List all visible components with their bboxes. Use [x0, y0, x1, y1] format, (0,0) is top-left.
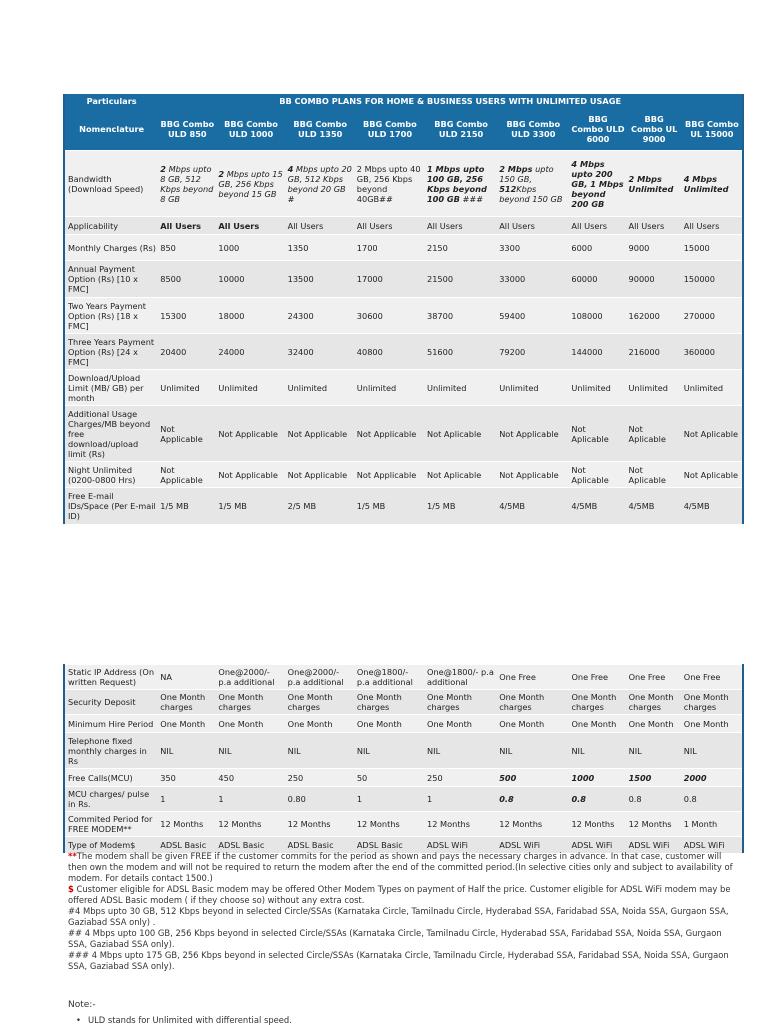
table-cell: Not Applicable — [286, 406, 355, 462]
table-cell: 20400 — [158, 334, 216, 370]
table-cell: Not Aplicable — [569, 406, 626, 462]
table-cell: Not Aplicable — [682, 406, 743, 462]
table-cell: 250 — [425, 769, 497, 787]
table-cell: 38700 — [425, 298, 497, 334]
table-cell: 4 Mbps upto 20 GB, 512 Kbps beyond 20 GB # — [286, 151, 355, 217]
table-cell: Not Applicable — [355, 406, 425, 462]
plan-header: BBG Combo UL 15000 — [682, 108, 743, 151]
table-cell: 2150 — [425, 235, 497, 261]
table-cell: NIL — [497, 733, 569, 769]
table-cell: 9000 — [627, 235, 682, 261]
table-cell: Unlimited — [627, 370, 682, 406]
table-cell: 50 — [355, 769, 425, 787]
plans-heading: BB COMBO PLANS FOR HOME & BUSINESS USERS WITH UNLIMITED USAGE — [158, 94, 743, 108]
plan-header: BBG Combo ULD 1700 — [355, 108, 425, 151]
plan-header: BBG Combo ULD 3300 — [497, 108, 569, 151]
table-cell: ADSL WiFi — [497, 837, 569, 853]
table-row — [64, 370, 743, 406]
table-row — [64, 334, 743, 370]
table-row — [64, 690, 743, 715]
row-label: Three Years Payment Option (Rs) [24 x FMC] — [64, 334, 158, 370]
plan-header: BBG Combo UL 9000 — [627, 108, 682, 151]
table-cell: 24300 — [286, 298, 355, 334]
plans-table — [63, 94, 744, 524]
table-cell: One Month — [569, 715, 626, 733]
table-cell: 1500 — [627, 769, 682, 787]
table-row — [64, 298, 743, 334]
table-cell: 12 Months — [569, 812, 626, 837]
table-cell: All Users — [627, 217, 682, 235]
table-cell: 40800 — [355, 334, 425, 370]
table-cell: Not Aplicable — [569, 462, 626, 488]
table-cell: Unlimited — [355, 370, 425, 406]
row-label: Free Calls(MCU) — [64, 769, 158, 787]
modem-footnote: **The modem shall be given FREE if the customer commits for the period as shown and pays the necessary charges in advance. In that case, customer will then own the modem and will not be required to return the modem after the end of the committed period.(In selective cities only and subject to availability of modem. For details contact 1500.) — [68, 851, 733, 883]
table-cell: 250 — [286, 769, 355, 787]
table-cell: One Month charges — [627, 690, 682, 715]
table-cell: ADSL WiFi — [682, 837, 743, 853]
table-cell: 12 Months — [497, 812, 569, 837]
table-cell: ADSL WiFi — [425, 837, 497, 853]
table-cell: One Month charges — [158, 690, 216, 715]
table-cell: 12 Months — [425, 812, 497, 837]
table-cell: One Month charges — [355, 690, 425, 715]
table-cell: One@2000/- p.a additional — [216, 665, 285, 690]
table-cell: 2/5 MB — [286, 488, 355, 524]
table-cell: One Month charges — [286, 690, 355, 715]
table-cell: 12 Months — [216, 812, 285, 837]
table-cell: 2000 — [682, 769, 743, 787]
table-cell: One Month charges — [216, 690, 285, 715]
table-cell: All Users — [158, 217, 216, 235]
table-cell: One Month — [355, 715, 425, 733]
table-cell: Not Applicable — [216, 462, 285, 488]
table-cell: All Users — [216, 217, 285, 235]
table-row — [64, 733, 743, 769]
note-item: • ULD stands for Unlimited with differential speed. — [88, 1015, 292, 1025]
row-label: Free E-mail IDs/Space (Per E-mail ID) — [64, 488, 158, 524]
table-cell: 59400 — [497, 298, 569, 334]
plan-header: BBG Combo ULD 850 — [158, 108, 216, 151]
table-cell: ADSL Basic — [286, 837, 355, 853]
table-cell: One@2000/- p.a additional — [286, 665, 355, 690]
table-cell: ADSL Basic — [355, 837, 425, 853]
row-label: Bandwidth (Download Speed) — [64, 151, 158, 217]
table-cell: One Month charges — [425, 690, 497, 715]
table-cell: Not Applicable — [216, 406, 285, 462]
table-cell: 3300 — [497, 235, 569, 261]
plans-table-continued — [63, 664, 744, 853]
table-cell: 32400 — [286, 334, 355, 370]
table-cell: 1/5 MB — [355, 488, 425, 524]
table-cell: 450 — [216, 769, 285, 787]
table-cell: NIL — [158, 733, 216, 769]
particulars-header: Particulars — [64, 94, 158, 108]
table-cell: 8500 — [158, 261, 216, 298]
table-cell: 0.8 — [497, 787, 569, 812]
table-cell: 79200 — [497, 334, 569, 370]
table-cell: 1/5 MB — [216, 488, 285, 524]
table-cell: 60000 — [569, 261, 626, 298]
table-cell: 21500 — [425, 261, 497, 298]
table-cell: ADSL WiFi — [627, 837, 682, 853]
plan-header: BBG Combo ULD 1350 — [286, 108, 355, 151]
table-row — [64, 488, 743, 524]
table-cell: 10000 — [216, 261, 285, 298]
table-row — [64, 406, 743, 462]
table-row — [64, 665, 743, 690]
table-cell: 270000 — [682, 298, 743, 334]
table-cell: NA — [158, 665, 216, 690]
table-cell: One Month — [286, 715, 355, 733]
table-cell: NIL — [627, 733, 682, 769]
table-row — [64, 261, 743, 298]
table-cell: NIL — [216, 733, 285, 769]
table-cell: 17000 — [355, 261, 425, 298]
table-row — [64, 769, 743, 787]
table-row — [64, 715, 743, 733]
table-cell: Unlimited — [286, 370, 355, 406]
table-cell: 4 Mbps upto 200 GB, 1 Mbps beyond 200 GB — [569, 151, 626, 217]
table-cell: All Users — [425, 217, 497, 235]
table-cell: 360000 — [682, 334, 743, 370]
table-cell: All Users — [286, 217, 355, 235]
row-label: Static IP Address (On written Request) — [64, 665, 158, 690]
table-cell: 12 Months — [627, 812, 682, 837]
table-cell: 15000 — [682, 235, 743, 261]
table-cell: Unlimited — [569, 370, 626, 406]
nomenclature-header: Nomenclature — [64, 108, 158, 151]
table-cell: 15300 — [158, 298, 216, 334]
table-cell: 1 — [355, 787, 425, 812]
table-cell: One Free — [682, 665, 743, 690]
table-cell: 1/5 MB — [158, 488, 216, 524]
table-cell: ADSL Basic — [216, 837, 285, 853]
table-row — [64, 462, 743, 488]
row-label: MCU charges/ pulse in Rs. — [64, 787, 158, 812]
table-cell: One Month — [425, 715, 497, 733]
table-cell: 850 — [158, 235, 216, 261]
table-cell: 1 — [158, 787, 216, 812]
table-cell: 4/5MB — [497, 488, 569, 524]
table-cell: Not Applicable — [158, 406, 216, 462]
table-cell: All Users — [355, 217, 425, 235]
table-cell: 33000 — [497, 261, 569, 298]
row-label: Additional Usage Charges/MB beyond free download/upload limit (Rs) — [64, 406, 158, 462]
table-cell: One@1800/- p.a additional — [425, 665, 497, 690]
table-cell: Not Applicable — [497, 406, 569, 462]
table-cell: 12 Months — [286, 812, 355, 837]
hash-footnote-3: ### 4 Mbps upto 175 GB, 256 Kbps beyond in selected Circle/SSAs (Karnataka Circle, Tamilnadu Circle, Hyderabad SSA, Faridabad SSA, Noida SSA, Gurgaon SSA, Gaziabad SSA only). — [68, 950, 729, 971]
footnotes — [68, 851, 738, 972]
table-cell: 12 Months — [158, 812, 216, 837]
table-cell: All Users — [497, 217, 569, 235]
table-cell: One Month charges — [569, 690, 626, 715]
table-cell: One Month — [627, 715, 682, 733]
table-cell: 1700 — [355, 235, 425, 261]
table-cell: 13500 — [286, 261, 355, 298]
table-row — [64, 812, 743, 837]
table-row — [64, 787, 743, 812]
table-cell: 150000 — [682, 261, 743, 298]
table-cell: 0.8 — [682, 787, 743, 812]
row-label: Applicability — [64, 217, 158, 235]
row-label: Commited Period for FREE MODEM** — [64, 812, 158, 837]
table-cell: Not Aplicable — [627, 406, 682, 462]
table-row — [64, 217, 743, 235]
table-cell: Unlimited — [425, 370, 497, 406]
row-label: Two Years Payment Option (Rs) [18 x FMC] — [64, 298, 158, 334]
table-cell: NIL — [286, 733, 355, 769]
table-cell: 12 Months — [355, 812, 425, 837]
table-cell: NIL — [569, 733, 626, 769]
table-cell: NIL — [682, 733, 743, 769]
table-cell: One Month — [216, 715, 285, 733]
plan-header: BBG Combo ULD 2150 — [425, 108, 497, 151]
table-cell: Unlimited — [497, 370, 569, 406]
row-label: Minimum Hire Period — [64, 715, 158, 733]
table-cell: 1 Mbps upto 100 GB, 256 Kbps beyond 100 GB ### — [425, 151, 497, 217]
row-label: Night Unlimited (0200-0800 Hrs) — [64, 462, 158, 488]
table-cell: 4/5MB — [682, 488, 743, 524]
table-cell: NIL — [355, 733, 425, 769]
table-cell: Not Applicable — [286, 462, 355, 488]
table-cell: 0.8 — [569, 787, 626, 812]
table-row — [64, 235, 743, 261]
table-cell: 1000 — [216, 235, 285, 261]
table-cell: 1 — [216, 787, 285, 812]
table-cell: 1350 — [286, 235, 355, 261]
table-cell: Not Applicable — [158, 462, 216, 488]
table-cell: 24000 — [216, 334, 285, 370]
table-cell: One Month — [497, 715, 569, 733]
table-cell: Unlimited — [682, 370, 743, 406]
plan-header: BBG Combo ULD 6000 — [569, 108, 626, 151]
row-label: Annual Payment Option (Rs) [10 x FMC] — [64, 261, 158, 298]
table-cell: Unlimited — [216, 370, 285, 406]
table-cell: 90000 — [627, 261, 682, 298]
table-cell: Unlimited — [158, 370, 216, 406]
table-cell: One@1800/- p.a additional — [355, 665, 425, 690]
table-cell: One Month — [158, 715, 216, 733]
row-label: Security Deposit — [64, 690, 158, 715]
table-cell: All Users — [569, 217, 626, 235]
bandwidth-row — [64, 151, 743, 217]
table-cell: 216000 — [627, 334, 682, 370]
table-cell: Not Aplicable — [425, 406, 497, 462]
table-cell: 2 Mbps upto 8 GB, 512 Kbps beyond 8 GB — [158, 151, 216, 217]
row-label: Download/Upload Limit (MB/ GB) per month — [64, 370, 158, 406]
table-cell: 2 Mbps upto 15 GB, 256 Kbps beyond 15 GB — [216, 151, 285, 217]
table-cell: 4/5MB — [627, 488, 682, 524]
table-cell: Not Aplicable — [627, 462, 682, 488]
table-cell: 51600 — [425, 334, 497, 370]
table-cell: 2 Mbps Unlimited — [627, 151, 682, 217]
table-cell: Not Applicable — [355, 462, 425, 488]
table-cell: 2 Mbps upto 40 GB, 256 Kbps beyond 40GB## — [355, 151, 425, 217]
table-cell: One Month charges — [497, 690, 569, 715]
table-cell: 4/5MB — [569, 488, 626, 524]
table-cell: 6000 — [569, 235, 626, 261]
table-cell: One Free — [497, 665, 569, 690]
hash-footnote-1: #4 Mbps upto 30 GB, 512 Kbps beyond in selected Circle/SSAs (Karnataka Circle, Tamilnadu Circle, Hyderabad SSA, Faridabad SSA, Noida SSA, Gurgaon SSA, Gaziabad SSA only) . — [68, 906, 729, 927]
table-cell: NIL — [425, 733, 497, 769]
table-cell: One Month charges — [682, 690, 743, 715]
table-cell: ADSL WiFi — [569, 837, 626, 853]
table-cell: 350 — [158, 769, 216, 787]
plan-header: BBG Combo ULD 1000 — [216, 108, 285, 151]
table-cell: 4 Mbps Unlimited — [682, 151, 743, 217]
table-cell: One Month — [682, 715, 743, 733]
table-cell: 30600 — [355, 298, 425, 334]
table-cell: Not Aplicable — [425, 462, 497, 488]
table-cell: One Free — [569, 665, 626, 690]
table-cell: 1000 — [569, 769, 626, 787]
table-cell: 18000 — [216, 298, 285, 334]
row-label: Monthly Charges (Rs) — [64, 235, 158, 261]
table-cell: 162000 — [627, 298, 682, 334]
table-cell: ADSL Basic — [158, 837, 216, 853]
table-cell: Not Aplicable — [682, 462, 743, 488]
table-cell: 1 Month — [682, 812, 743, 837]
table-cell: One Free — [627, 665, 682, 690]
note-heading: Note:- — [68, 1000, 96, 1010]
modem-type-footnote: $ Customer eligible for ADSL Basic modem may be offered Other Modem Types on payment of Half the price. Customer eligible for ADSL WiFi modem may be offered ADSL Basic modem ( if they choose so) without any extra cost. — [68, 884, 731, 905]
table-cell: 108000 — [569, 298, 626, 334]
table-cell: 1/5 MB — [425, 488, 497, 524]
table-cell: 0.80 — [286, 787, 355, 812]
table-cell: 144000 — [569, 334, 626, 370]
hash-footnote-2: ## 4 Mbps upto 100 GB, 256 Kbps beyond in selected Circle/SSAs (Karnataka Circle, Tamilnadu Circle, Hyderabad SSA, Faridabad SSA, Noida SSA, Gurgaon SSA, Gaziabad SSA only). — [68, 928, 722, 949]
row-label: Telephone fixed monthly charges in Rs — [64, 733, 158, 769]
table-cell: 0.8 — [627, 787, 682, 812]
table-cell: 1 — [425, 787, 497, 812]
table-cell: 2 Mbps upto 150 GB, 512Kbps beyond 150 GB — [497, 151, 569, 217]
table-cell: 500 — [497, 769, 569, 787]
row-label: Type of Modem$ — [64, 837, 158, 853]
table-cell: All Users — [682, 217, 743, 235]
table-cell: Not Applicable — [497, 462, 569, 488]
